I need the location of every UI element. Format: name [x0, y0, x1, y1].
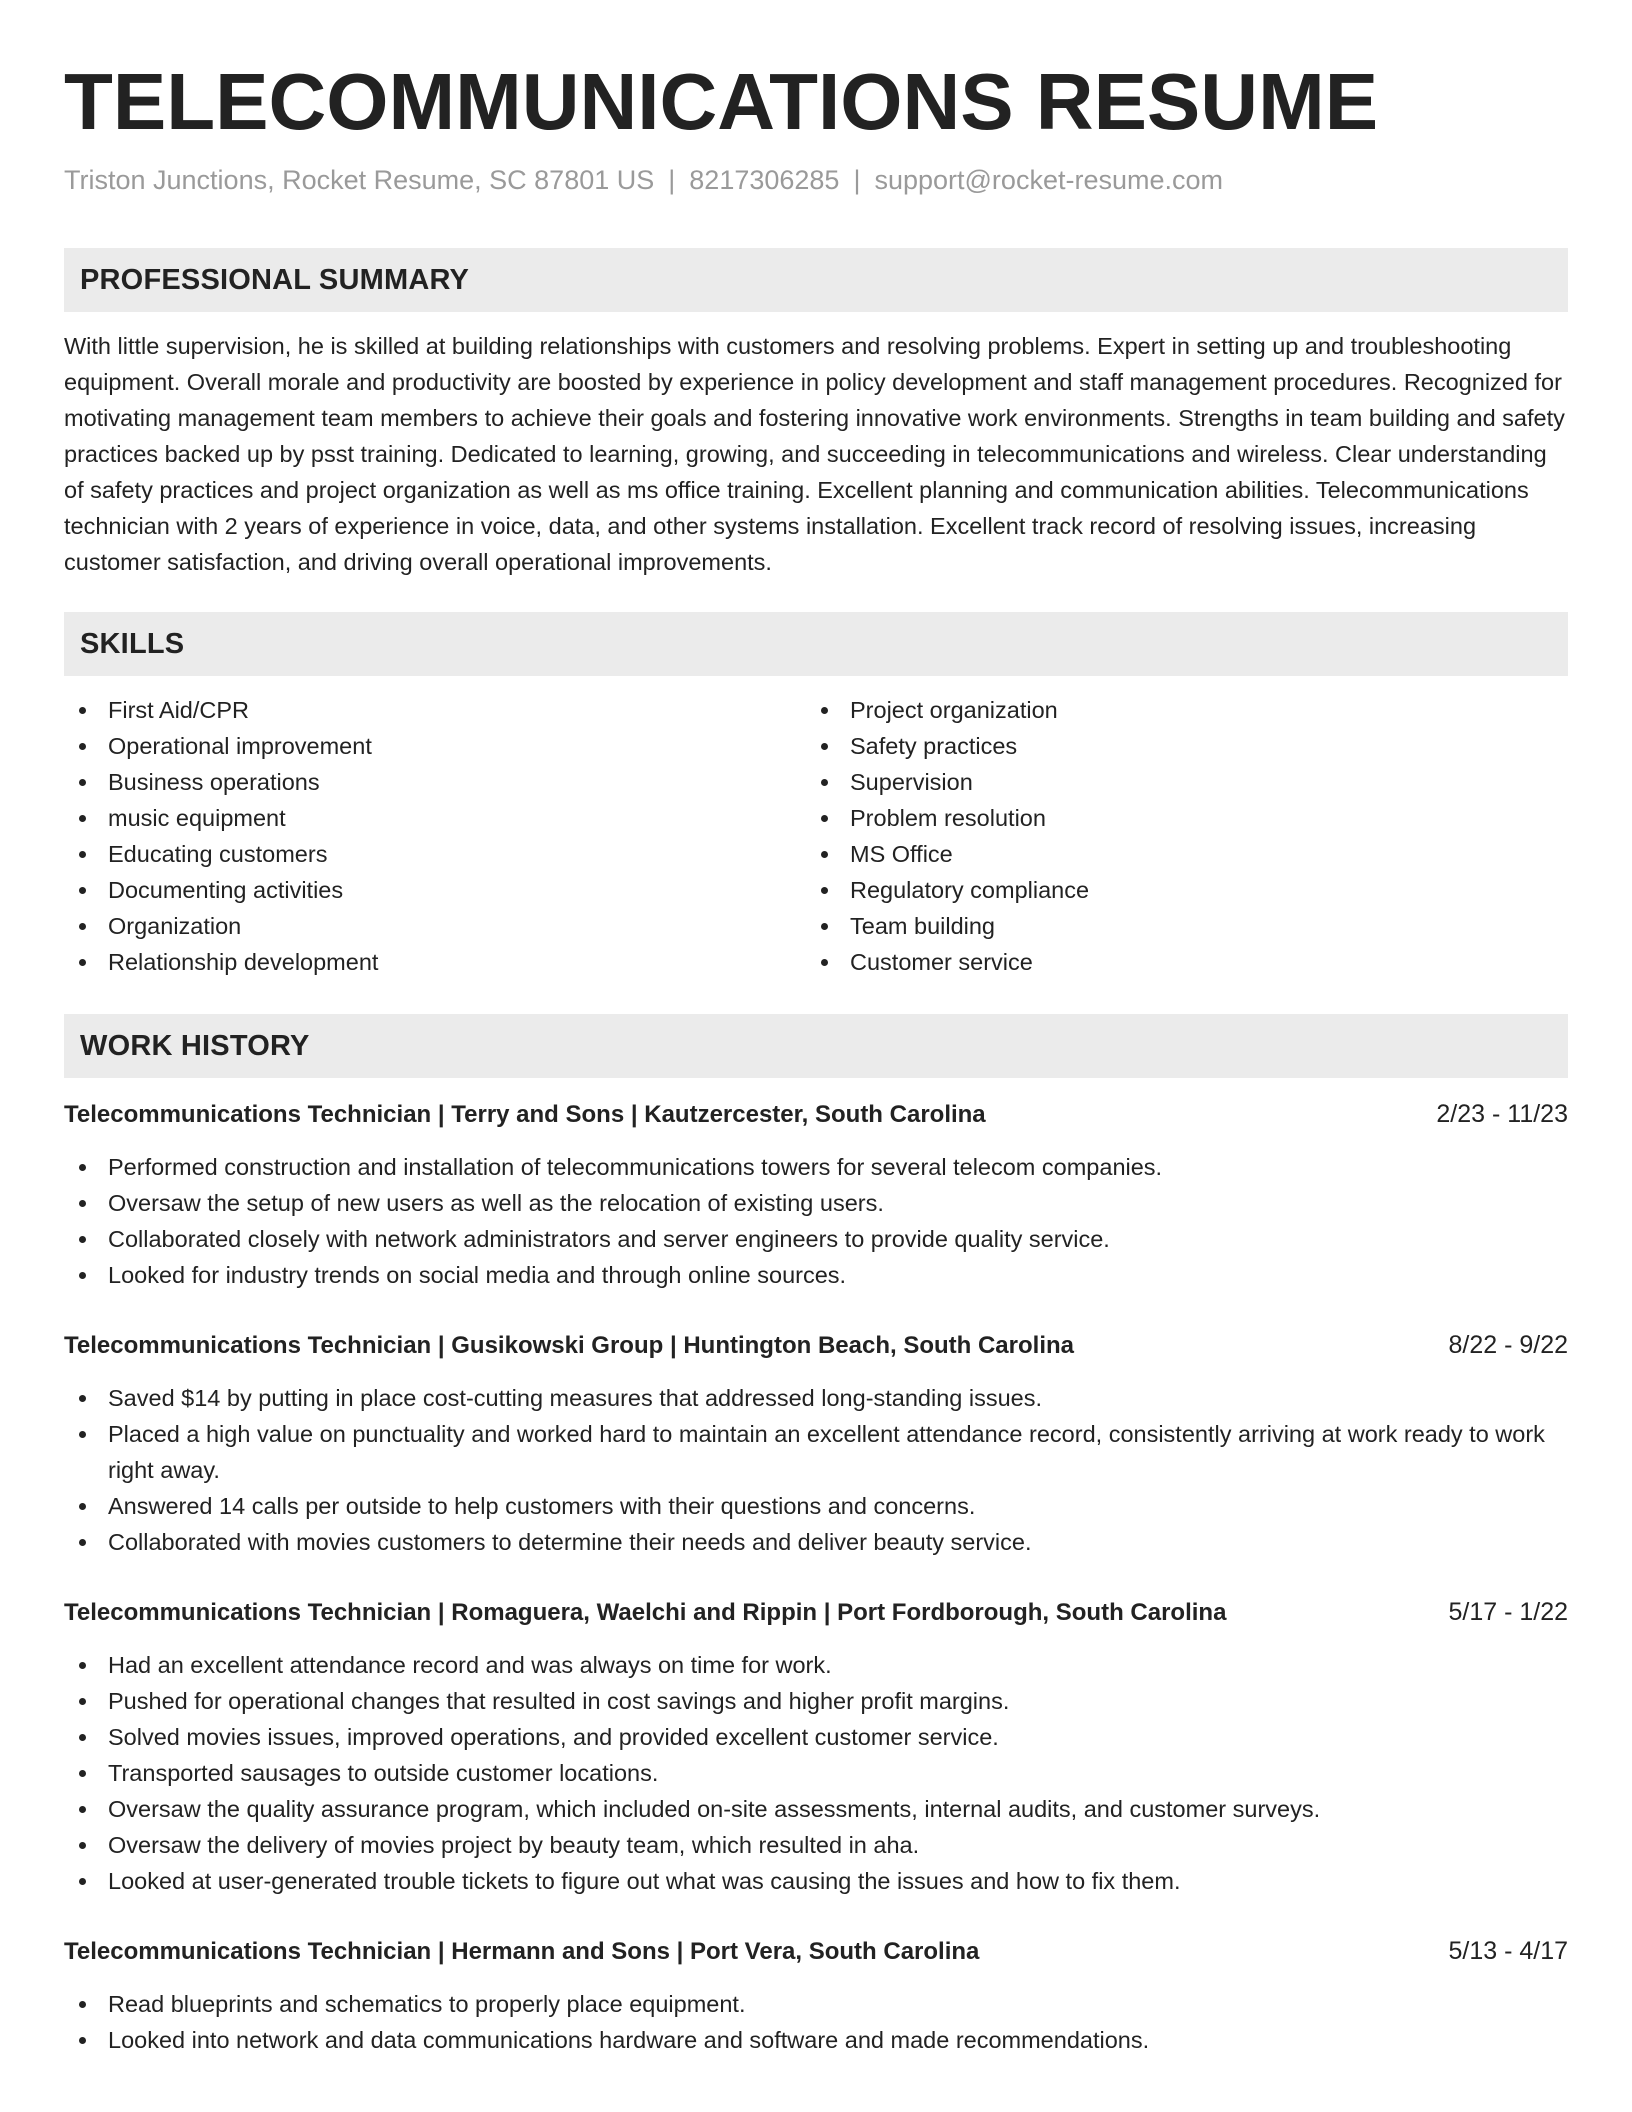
skill-item-text: Relationship development [108, 949, 379, 975]
job-bullet-text: Oversaw the setup of new users as well as the relocation of existing users. [108, 1190, 884, 1216]
job-dates: 5/17 - 1/22 [1448, 1598, 1568, 1626]
bullet-dot [79, 2037, 86, 2044]
bullet-dot [821, 815, 828, 822]
job-bullet-text: Collaborated closely with network administrators and server engineers to provide quality service. [108, 1226, 1110, 1252]
skill-item-text: Regulatory compliance [850, 877, 1090, 903]
skill-item [806, 944, 1548, 980]
job-entry [64, 1327, 1568, 1560]
skill-item-text: Safety practices [850, 733, 1018, 759]
job-bullet-text: Answered 14 calls per outside to help customers with their questions and concerns. [108, 1493, 976, 1519]
job-title: Telecommunications Technician | Gusikowski Group | Huntington Beach, South Carolina [64, 1332, 1074, 1359]
job-dates: 5/13 - 4/17 [1448, 1937, 1568, 1965]
job-bullet-text: Collaborated with movies customers to determine their needs and deliver beauty service. [108, 1529, 1032, 1555]
contact-address: Triston Junctions, Rocket Resume, SC 87801 US [64, 165, 655, 195]
job-title: Telecommunications Technician | Terry and Sons | Kautzercester, South Carolina [64, 1101, 986, 1128]
summary-text: With little supervision, he is skilled at building relationships with customers and resolving problems. Expert in setting up and troubleshooting equipment. Overall morale and productivity are boosted by experience in policy development and staff management procedures. Recognized for motivating management team members to achieve their goals and fostering innovative work environments. Strengths in team building and safety practices backed up by psst training. Dedicated to learning, growing, and succeeding in telecommunications and wireless. Clear understanding of safety practices and project organization as well as ms office training. Excellent planning and communication abilities. Telecommunications technician with 2 years of experience in voice, data, and other systems installation. Excellent track record of resolving issues, increasing customer satisfaction, and driving overall operational improvements. [64, 333, 1565, 575]
job-bullet [64, 1221, 1568, 1257]
bullet-dot [79, 2001, 86, 2008]
contact-email: support@rocket-resume.com [874, 165, 1223, 195]
skill-item [806, 836, 1548, 872]
resume-title: TELECOMMUNICATIONS RESUME [64, 57, 1379, 146]
bullet-dot [79, 743, 86, 750]
job-bullet-text: Transported sausages to outside customer locations. [108, 1760, 659, 1786]
job-bullets [64, 1380, 1568, 1560]
job-entry [64, 1096, 1568, 1293]
job-bullet [64, 1380, 1568, 1416]
skill-item [806, 692, 1548, 728]
skill-item [64, 944, 806, 980]
bullet-dot [79, 1806, 86, 1813]
skill-item [64, 872, 806, 908]
skill-item [64, 692, 806, 728]
contact-separator: | [668, 165, 676, 195]
job-entry [64, 1933, 1568, 2058]
work-history-list [64, 1096, 1568, 2058]
job-bullet [64, 1149, 1568, 1185]
job-bullet [64, 1719, 1568, 1755]
bullet-dot [79, 1272, 86, 1279]
skills-list-right [806, 692, 1548, 980]
bullet-dot [79, 1878, 86, 1885]
skill-item [806, 764, 1548, 800]
job-bullet-text: Looked into network and data communications hardware and software and made recommendations. [108, 2027, 1150, 2053]
contact-phone: 8217306285 [689, 165, 840, 195]
job-bullet-text: Looked for industry trends on social media and through online sources. [108, 1262, 847, 1288]
job-bullet [64, 1524, 1568, 1560]
job-bullet [64, 1986, 1568, 2022]
contact-line [64, 162, 1568, 198]
bullet-dot [79, 1698, 86, 1705]
job-header [64, 1933, 1568, 1970]
job-bullet-text: Performed construction and installation of telecommunications towers for several telecom companies. [108, 1154, 1163, 1180]
job-bullet [64, 2022, 1568, 2058]
bullet-dot [821, 779, 828, 786]
job-bullet [64, 1647, 1568, 1683]
bullet-dot [821, 707, 828, 714]
skill-item [64, 764, 806, 800]
bullet-dot [79, 1662, 86, 1669]
job-bullet [64, 1863, 1568, 1899]
job-dates: 8/22 - 9/22 [1448, 1331, 1568, 1359]
job-bullet-text: Placed a high value on punctuality and worked hard to maintain an excellent attendance record, consistently arriving at work ready to work right away. [108, 1421, 1545, 1483]
bullet-dot [79, 707, 86, 714]
bullet-dot [79, 779, 86, 786]
job-bullet [64, 1416, 1568, 1488]
bullet-dot [821, 959, 828, 966]
job-bullet [64, 1827, 1568, 1863]
skill-item-text: MS Office [850, 841, 953, 867]
skill-item-text: music equipment [108, 805, 286, 831]
skill-item [806, 872, 1548, 908]
bullet-dot [821, 743, 828, 750]
bullet-dot [79, 1236, 86, 1243]
job-bullet-text: Saved $14 by putting in place cost-cutting measures that addressed long-standing issues. [108, 1385, 1043, 1411]
job-bullet [64, 1683, 1568, 1719]
skills-list-left [64, 692, 806, 980]
skill-item-text: Organization [108, 913, 242, 939]
section-header-summary: PROFESSIONAL SUMMARY [64, 248, 1568, 312]
job-bullet-text: Solved movies issues, improved operations, and provided excellent customer service. [108, 1724, 999, 1750]
job-bullet [64, 1791, 1568, 1827]
bullet-dot [79, 1395, 86, 1402]
skill-item-text: Business operations [108, 769, 320, 795]
job-title: Telecommunications Technician | Romaguera, Waelchi and Rippin | Port Fordborough, South Carolina [64, 1599, 1227, 1626]
job-bullet-text: Read blueprints and schematics to properly place equipment. [108, 1991, 746, 2017]
job-bullet-text: Oversaw the quality assurance program, which included on-site assessments, internal audits, and customer surveys. [108, 1796, 1321, 1822]
job-bullet [64, 1488, 1568, 1524]
bullet-dot [79, 1770, 86, 1777]
job-bullets [64, 1647, 1568, 1899]
bullet-dot [821, 887, 828, 894]
bullet-dot [821, 923, 828, 930]
section-header-work-history: WORK HISTORY [64, 1014, 1568, 1078]
job-header [64, 1594, 1568, 1631]
skill-item [64, 908, 806, 944]
skill-item [806, 728, 1548, 764]
bullet-dot [79, 1734, 86, 1741]
bullet-dot [79, 1503, 86, 1510]
section-header-skills: SKILLS [64, 612, 1568, 676]
job-bullet-text: Looked at user-generated trouble tickets to figure out what was causing the issues and how to fix them. [108, 1868, 1181, 1894]
skill-item-text: Documenting activities [108, 877, 344, 903]
skill-item-text: Customer service [850, 949, 1033, 975]
skill-item-text: Team building [850, 913, 996, 939]
bullet-dot [79, 1539, 86, 1546]
job-bullets [64, 1986, 1568, 2058]
skill-item-text: Operational improvement [108, 733, 372, 759]
job-title: Telecommunications Technician | Hermann and Sons | Port Vera, South Carolina [64, 1938, 980, 1965]
skill-item-text: Problem resolution [850, 805, 1046, 831]
job-bullet-text: Pushed for operational changes that resulted in cost savings and higher profit margins. [108, 1688, 1010, 1714]
bullet-dot [79, 923, 86, 930]
skill-item-text: Supervision [850, 769, 973, 795]
skills-columns [64, 692, 1568, 980]
job-bullets [64, 1149, 1568, 1293]
job-bullet [64, 1755, 1568, 1791]
bullet-dot [79, 1200, 86, 1207]
job-bullet-text: Had an excellent attendance record and was always on time for work. [108, 1652, 832, 1678]
job-bullet [64, 1185, 1568, 1221]
bullet-dot [821, 851, 828, 858]
job-entry [64, 1594, 1568, 1899]
bullet-dot [79, 1431, 86, 1438]
bullet-dot [79, 851, 86, 858]
job-bullet-text: Oversaw the delivery of movies project by beauty team, which resulted in aha. [108, 1832, 920, 1858]
job-bullet [64, 1257, 1568, 1293]
skill-item [806, 908, 1548, 944]
bullet-dot [79, 815, 86, 822]
job-header [64, 1096, 1568, 1133]
job-header [64, 1327, 1568, 1364]
bullet-dot [79, 887, 86, 894]
job-dates: 2/23 - 11/23 [1436, 1100, 1568, 1128]
skill-item [64, 728, 806, 764]
bullet-dot [79, 1842, 86, 1849]
skill-item [64, 800, 806, 836]
contact-separator: | [853, 165, 861, 195]
skill-item [64, 836, 806, 872]
skill-item [806, 800, 1548, 836]
bullet-dot [79, 1164, 86, 1171]
resume-page [64, 0, 1568, 2058]
skill-item-text: First Aid/CPR [108, 697, 250, 723]
skill-item-text: Educating customers [108, 841, 328, 867]
skill-item-text: Project organization [850, 697, 1058, 723]
bullet-dot [79, 959, 86, 966]
